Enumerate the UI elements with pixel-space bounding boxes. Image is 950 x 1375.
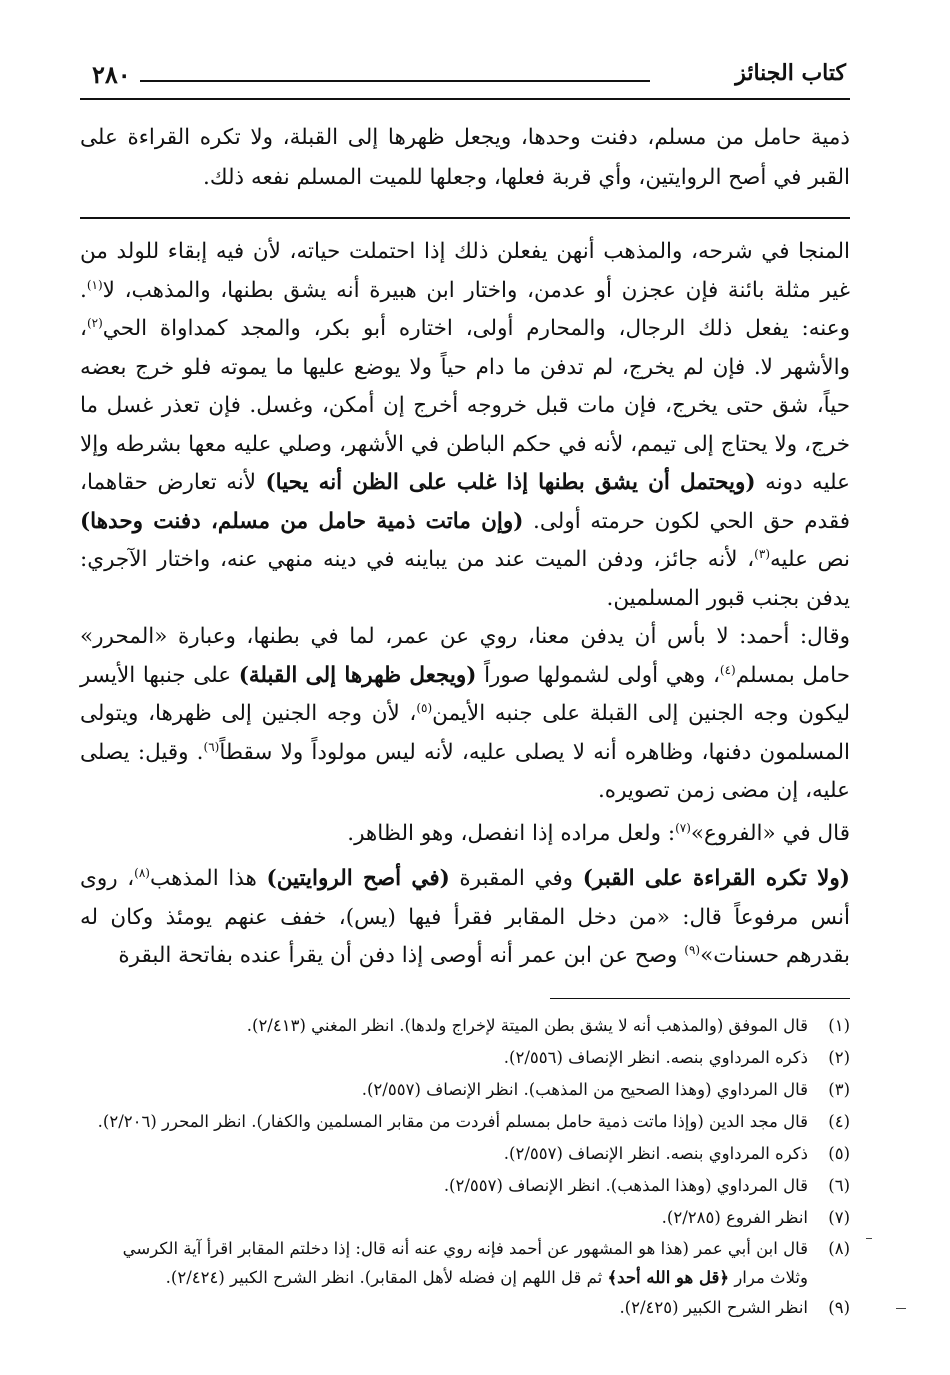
- footnote-marker: (٥): [416, 700, 433, 715]
- footnote-marker: (٩): [684, 942, 701, 957]
- footnotes-divider: [550, 998, 850, 999]
- footnote-marker: (٤): [719, 662, 736, 677]
- footnote: (١) قال الموفق (والمذهب أنه لا يشق بطن الميتة لإخراج ولدها). انظر المغني (٢/٤١٣).: [246, 1016, 850, 1035]
- footnote: (٤) قال مجد الدين (وإذا ماتت ذمية حامل بمسلم أفردت من مقابر المسلمين والكفار). انظر المحرر (٢/٢٠٦).: [97, 1112, 850, 1131]
- commentary-paragraph: وقال: أحمد: لا بأس أن يدفن معنا، روي عن عمر، لما في بطنها، وعبارة «المحرر» حامل بمسلم$^{(٤)}$، وهي أولى لشمولها صوراً (ويجعل ظهرها إلى القبلة) على جنبها الأيسر ليكون وجه الجنين إلى القبلة على جنبه الأيمن$^{(٥)}$، لأن وجه الجنين إلى ظهرها، ويتولى المسلمون دفنها، وظاهره أنه لا يصلى عليه، لأنه ليس مولوداً ولا سقطاً$^{(٦)}$. وقيل: يصلى عليه، إن مضى زمن تصويره.: [80, 624, 850, 803]
- footnote-marker: (٢): [86, 315, 103, 330]
- bold-quote: (وإن ماتت ذمية حامل من مسلم، دفنت وحدها): [80, 508, 524, 534]
- footnotes-list: [80, 1010, 850, 1324]
- commentary-paragraph: المنجا في شرحه، والمذهب أنهن يفعلن ذلك إذا احتملت حياته، لأن فيه إبقاء للولد من غير مثلة بائنة فإن عجزن أو عدمن، واختار ابن هبيرة أنه يشق بطنها، والمذهب، لا$^{(١)}$. وعنه: يفعل ذلك الرجال، والمحارم أولى، اختاره أبو بكر، والمجد كمداواة الحي$^{(٢)}$، والأشهر لا. فإن لم يخرج، لم تدفن ما دام حياً ولا يوضع عليها ما يموته فلو خرج بعضه حياً، شق حتى يخرج، فإن مات قبل خروجه أخرج إن أمكن، وغسل. فإن تعذر غسل ما خرج، ولا يحتاج إلى تيمم، لأنه في حكم الباطن في الأشهر، وصلي عليه معها بشرطه وإلا عليه دونه (ويحتمل أن يشق بطنها إذا غلب على الظن أنه يحيا) لأنه تعارض حقاهما، فقدم حق الحي لكون حرمته أولى. (وإن ماتت ذمية حامل من مسلم، دفنت وحدها) نص عليه$^{(٣)}$، لأنه جائز، ودفن الميت عند من يباينه في دينه منهي عنه، واختار الآجري: يدفن بجنب قبور المسلمين.: [80, 239, 850, 611]
- footnote-marker: (١): [86, 277, 103, 292]
- margin-mark: [866, 1238, 872, 1239]
- bold-quote: (ولا تكره القراءة على القبر): [582, 866, 850, 891]
- bold-quote: (في أصح الروايتين): [266, 866, 450, 891]
- footnote: (٣) قال المرداوي (وهذا الصحيح من المذهب). انظر الإنصاف (٢/٥٥٧).: [361, 1080, 850, 1099]
- footnote: (٥) ذكره المرداوي بنصه. انظر الإنصاف (٢/٥٥٧).: [503, 1144, 850, 1163]
- matn-divider: [80, 217, 850, 219]
- footnote: (٨) قال ابن أبي عمر (هذا هو المشهور عن أحمد فإنه روي عنه أنه قال: إذا دخلتم المقابر اقرأ آية الكرسي وثلاث مرار ﴿قل هو الله أحد﴾ ثم قل اللهم إن فضله لأهل المقابر). انظر الشرح الكبير (٢/٤٢٤).: [122, 1239, 850, 1287]
- bold-quote: (ويحتمل أن يشق بطنها إذا غلب على الظن أنه يحيا): [265, 470, 756, 495]
- footnote-marker: (٨): [134, 865, 150, 880]
- bold-quote: (ويجعل ظهرها إلى القبلة): [238, 662, 477, 688]
- margin-mark: [896, 1308, 906, 1309]
- commentary-paragraph: قال في «الفروع»$^{(٧)}$: ولعل مراده إذا انفصل، وهو الظاهر.: [347, 820, 850, 846]
- header-rule: [140, 80, 650, 82]
- footnote: (٢) ذكره المرداوي بنصه. انظر الإنصاف (٢/٥٥٦).: [503, 1048, 850, 1067]
- chapter-title: كتاب الجنائز: [735, 60, 846, 86]
- page-number: ٢٨٠: [92, 60, 131, 89]
- page-header: [80, 58, 850, 100]
- footnote: (٦) قال المرداوي (وهذا المذهب). انظر الإنصاف (٢/٥٥٧).: [443, 1176, 850, 1195]
- footnote: (٧) انظر الفروع (٢/٢٨٥).: [661, 1208, 850, 1227]
- commentary-paragraph: (ولا تكره القراءة على القبر) وفي المقبرة (في أصح الروايتين) هذا المذهب$^{(٨)}$، روى أنس مرفوعاً قال: «من دخل المقابر فقرأ فيها (يس)، خفف عنهم يومئذ وكان له بقدرهم حسنات»$^{(٩)}$ وصح عن ابن عمر أنه أوصى إذا دفن أن يقرأ عنده بفاتحة البقرة: [80, 865, 850, 968]
- footnote-marker: (٦): [203, 739, 220, 754]
- footnote: (٩) انظر الشرح الكبير (٢/٤٢٥).: [619, 1298, 850, 1317]
- matn-text: ذمية حامل من مسلم، دفنت وحدها، ويجعل ظهرها إلى القبلة، ولا تكره القراءة على القبر في أصح الروايتين، وأي قربة فعلها، وجعلها للميت المسلم نفعه ذلك.: [80, 125, 850, 190]
- footnote-marker: (٣): [754, 546, 770, 561]
- footnote-marker: (٧): [675, 820, 691, 835]
